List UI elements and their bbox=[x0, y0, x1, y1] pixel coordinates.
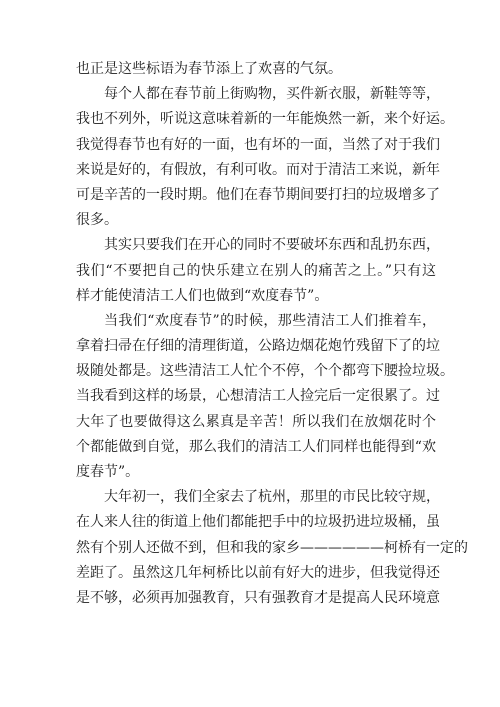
text-line: 我觉得春节也有好的一面，也有坏的一面，当然了对于我们 bbox=[76, 136, 440, 153]
text-line: 样才能使清洁工人们也做到“欢度春节”。 bbox=[76, 287, 329, 304]
text-line: 个都能做到自觉，那么我们的清洁工人们同样也能得到“欢 bbox=[76, 438, 436, 455]
text-line: 然有个别人还做不到，但和我的家乡——————柯桥有一定的 bbox=[76, 539, 468, 556]
text-line: 差距了。虽然这几年柯桥比以前有好大的进步，但我觉得还 bbox=[76, 564, 440, 581]
text-line: 来说是好的，有假放，有利可收。而对于清洁工来说，新年 bbox=[76, 161, 440, 178]
text-line: 其实只要我们在开心的同时不要破坏东西和乱扔东西， bbox=[104, 237, 440, 254]
text-line: 拿着扫帚在仔细的清理街道，公路边烟花炮竹残留下了的垃 bbox=[76, 338, 440, 355]
text-line: 很多。 bbox=[76, 212, 118, 229]
text-line: 是不够，必须再加强教育，只有强教育才是提高人民环境意 bbox=[76, 589, 440, 606]
text-line: 每个人都在春节前上街购物，买件新衣服，新鞋等等， bbox=[104, 86, 440, 103]
text-line: 我也不列外，听说这意味着新的一年能焕然一新，来个好运。 bbox=[76, 111, 454, 128]
text-line: 度春节”。 bbox=[76, 464, 140, 480]
text-line: 在人来人往的街道上他们都能把手中的垃圾扔进垃圾桶，虽 bbox=[76, 514, 440, 531]
text-line: 当我看到这样的场景，心想清洁工人捡完后一定很累了。过 bbox=[76, 388, 440, 405]
text-line: 大年了也要做得这么累真是辛苦！所以我们在放烟花时个 bbox=[76, 413, 436, 430]
essay-body bbox=[76, 57, 468, 611]
text-line: 大年初一，我们全家去了杭州，那里的市民比较守规， bbox=[104, 489, 440, 506]
text-line: 可是辛苦的一段时期。他们在春节期间要打扫的垃圾增多了 bbox=[76, 186, 440, 203]
text-line: 圾随处都是。这些清洁工人忙个不停，个个都弯下腰捡垃圾。 bbox=[76, 363, 454, 380]
text-line: 也正是这些标语为春节添上了欢喜的气氛。 bbox=[76, 61, 342, 77]
text-line: 我们“不要把自己的快乐建立在别人的痛苦之上。”只有这 bbox=[76, 262, 436, 279]
text-line: 当我们“欢度春节”的时候，那些清洁工人们推着车， bbox=[104, 312, 436, 329]
